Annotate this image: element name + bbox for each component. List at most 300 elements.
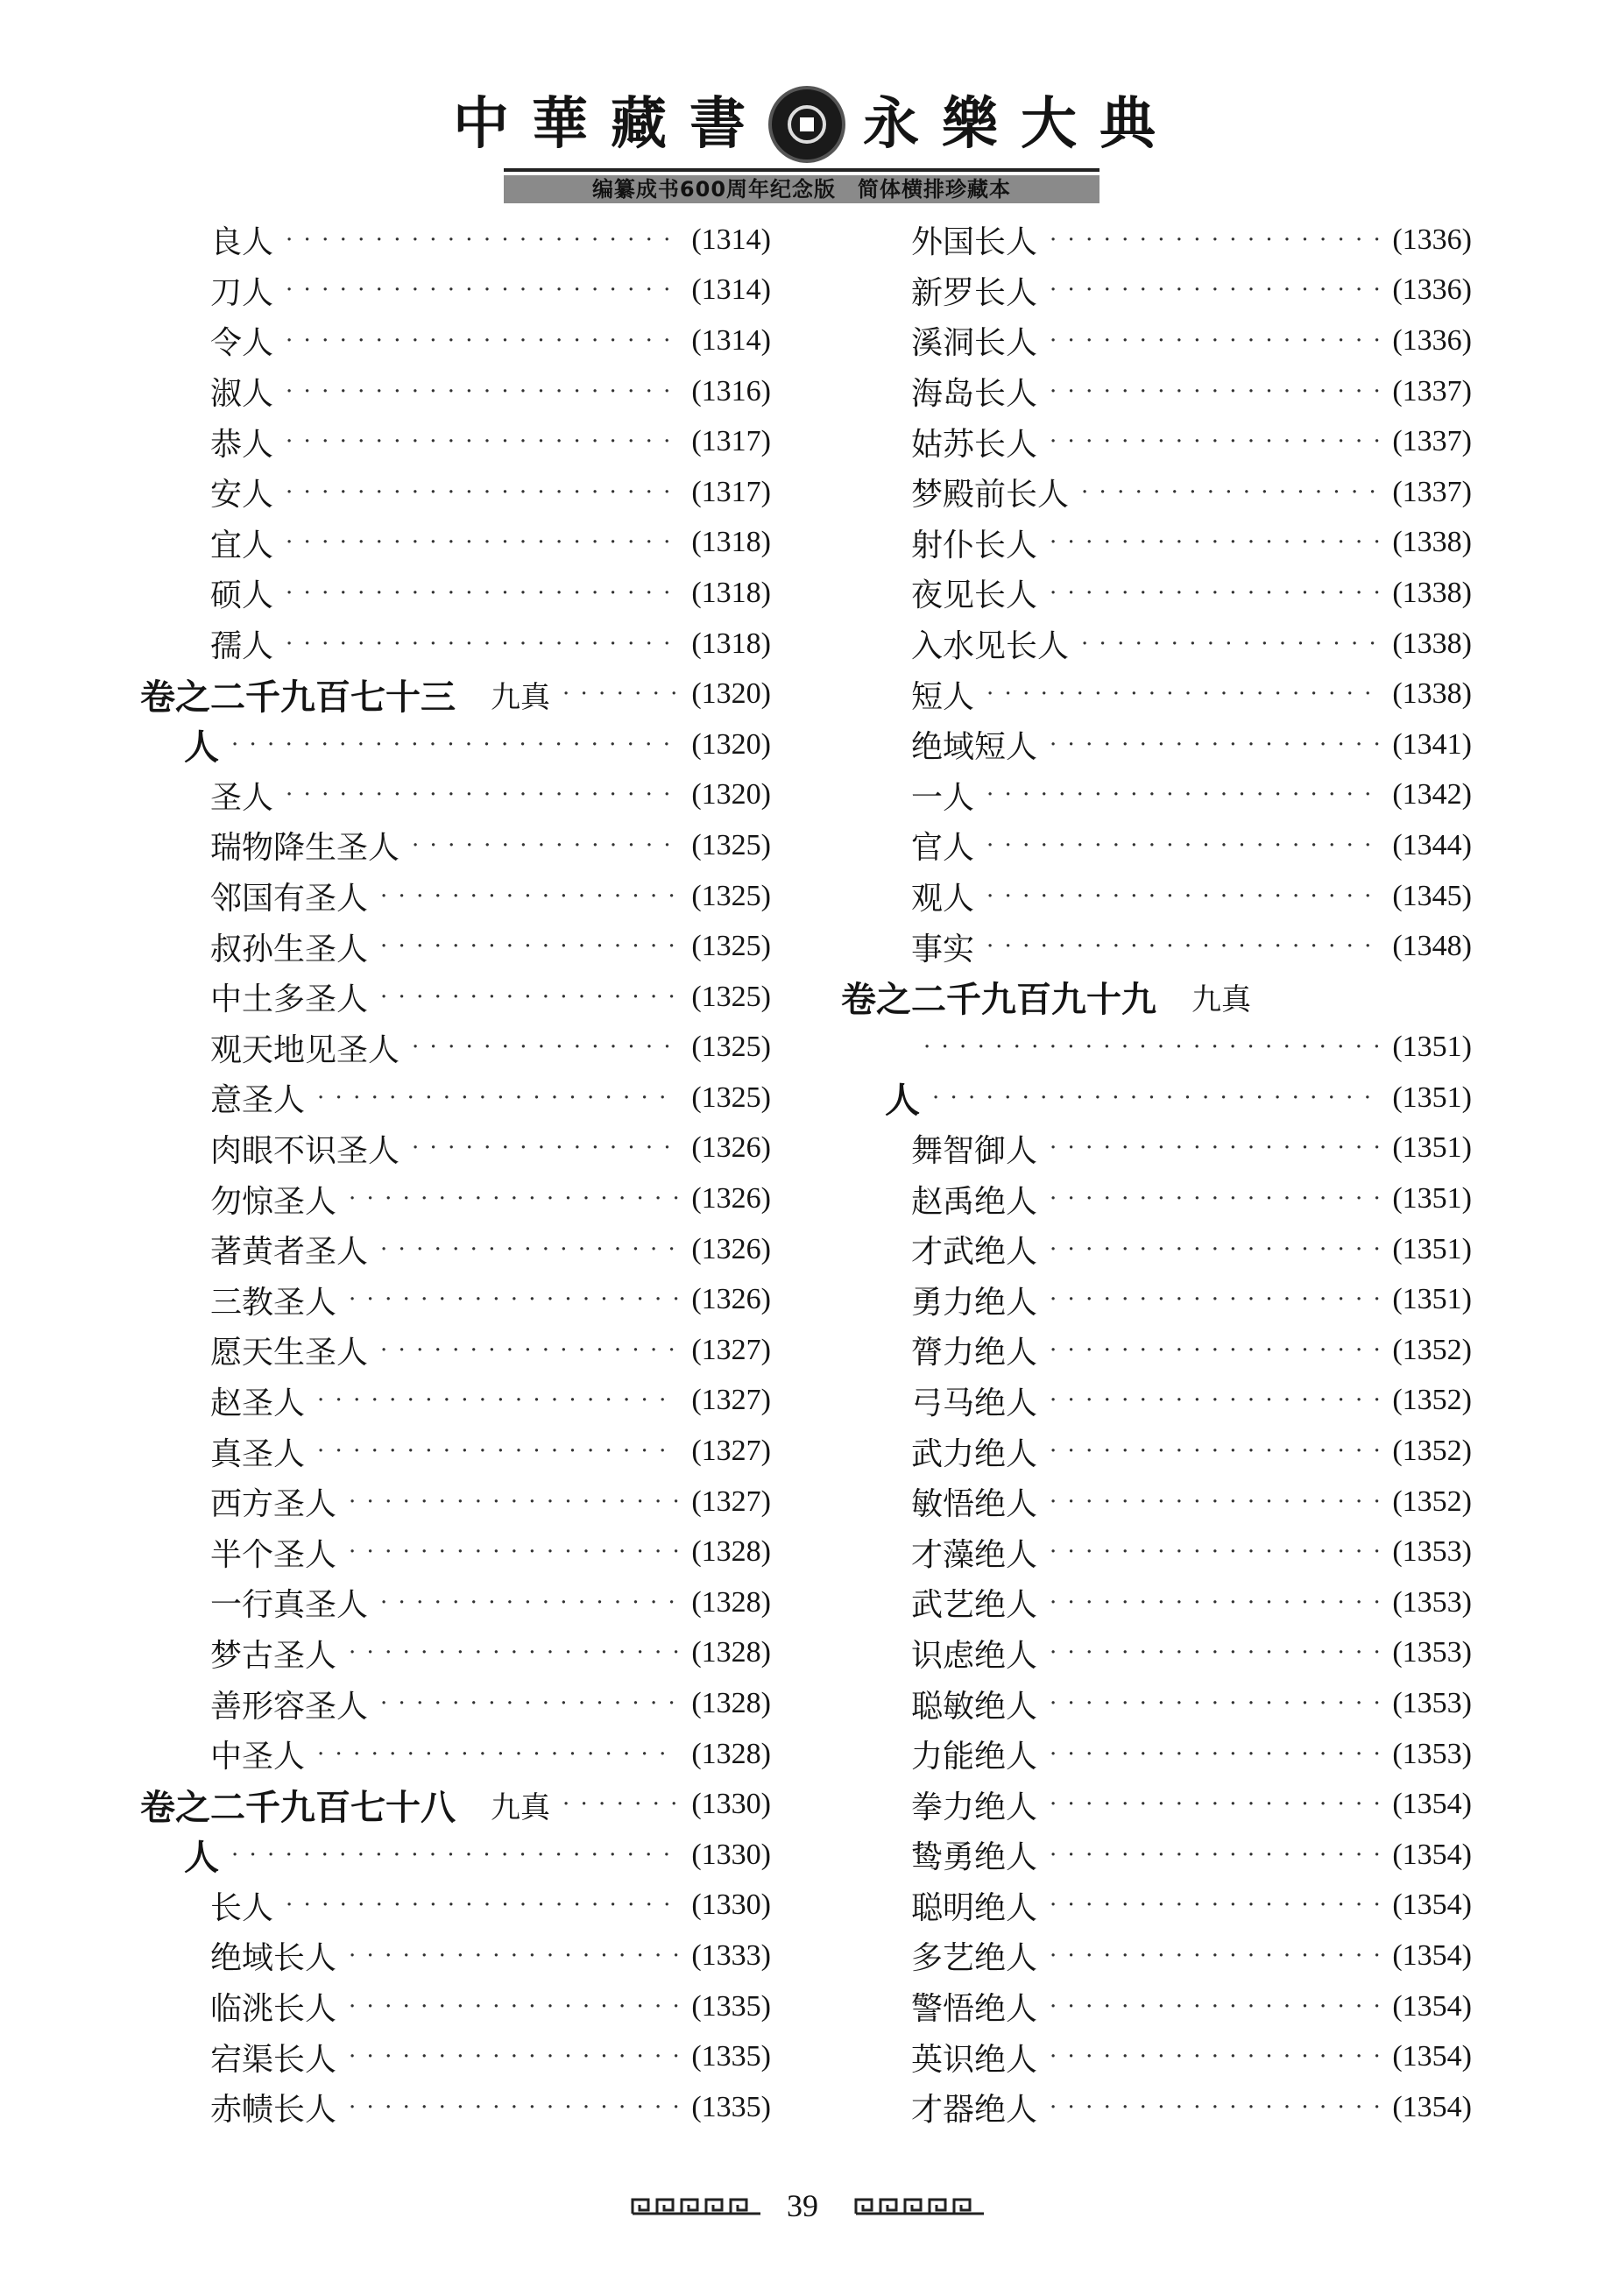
dot-leader [1050,379,1380,405]
toc-entry [140,366,771,417]
dot-leader [1050,1590,1380,1616]
dot-leader [1050,1892,1380,1918]
toc-entry-label: 溪洞长人 [911,325,1038,362]
toc-page-number: (1351) [1392,1182,1472,1215]
dot-leader [349,1286,679,1313]
toc-entry-label: 短人 [911,678,975,715]
toc-entry [841,1123,1472,1174]
toc-page-number: (1352) [1392,1384,1472,1417]
toc-entry-label: 多艺绝人 [911,1940,1038,1977]
toc-page-number: (1316) [691,374,771,407]
dot-leader [231,732,679,758]
toc-rhyme-label: 九真 [491,1789,550,1825]
toc-entry-label: 三教圣人 [210,1284,337,1321]
dot-leader [412,833,679,859]
toc-page-number: (1337) [1392,374,1472,407]
toc-entry-label: 识虑绝人 [911,1637,1038,1674]
dot-leader [380,883,679,910]
dot-leader [286,479,679,506]
toc-entry [841,1729,1472,1780]
toc-page-number: (1318) [691,526,771,559]
toc-entry-label: 才藻绝人 [911,1536,1038,1573]
toc-entry [841,266,1472,316]
dot-leader [349,1539,679,1565]
toc-page-number: (1325) [691,1081,771,1114]
toc-entry-label: 令人 [210,325,274,362]
dot-leader [349,1943,679,1969]
toc-entry-label: 入水见长人 [911,628,1070,665]
toc-entry [841,518,1472,569]
dot-leader [286,227,679,253]
toc-entry [841,1881,1472,1931]
toc-page-number: (1344) [1392,828,1472,861]
toc-section-heading [841,1073,1472,1123]
toc-entry [140,1577,771,1628]
dot-leader [286,379,679,405]
toc-page-number: (1330) [691,1838,771,1871]
toc-entry-label: 力能绝人 [911,1739,1038,1775]
toc-page-number: (1314) [691,273,771,307]
toc-page-number: (1353) [1392,1636,1472,1669]
toc-entry-label: 武力绝人 [911,1435,1038,1472]
toc-entry [841,1981,1472,2032]
toc-entry-label: 敏悟绝人 [911,1486,1038,1523]
toc-page-number: (1338) [1392,677,1472,711]
toc-entry [140,1224,771,1275]
toc-page-number: (1325) [691,980,771,1013]
toc-entry-label: 一行真圣人 [210,1587,369,1624]
toc-entry [841,820,1472,871]
toc-page-number: (1326) [691,1232,771,1265]
toc-entry [841,2031,1472,2082]
dot-leader [380,984,679,1010]
toc-page-number: (1342) [1392,778,1472,811]
toc-entry-label: 赵禹绝人 [911,1183,1038,1220]
dot-leader [349,1640,679,1666]
toc-entry [140,1628,771,1679]
toc-entry [841,315,1472,366]
dot-leader [986,681,1380,707]
toc-entry-label: 绝域短人 [911,729,1038,766]
toc-column-right [841,215,1472,2133]
toc-entry [841,1527,1472,1577]
toc-page-number: (1335) [691,1989,771,2023]
toc-entry-label: 卷之二千九百九十九 [841,979,1156,1021]
dot-leader [986,883,1380,910]
toc-entry-label: 弓马绝人 [911,1385,1038,1421]
header-title-left: 中華藏書 [453,91,768,157]
toc-entry-label: 一人 [911,779,975,816]
toc-page-number: (1320) [691,677,771,711]
toc-entry-label: 梦殿前长人 [911,477,1070,514]
dot-leader [986,782,1380,808]
toc-entry [140,619,771,670]
dot-leader [1050,328,1380,354]
dot-leader [1050,429,1380,455]
toc-entry [841,921,1472,972]
toc-entry-label: 半个圣人 [210,1536,337,1573]
toc-entry-label: 卷之二千九百七十八 [140,1786,456,1828]
dot-leader [1050,1741,1380,1768]
dot-leader [412,1135,679,1161]
toc-entry [140,2082,771,2133]
toc-entry [140,1426,771,1477]
toc-entry-label: 硕人 [210,578,274,614]
toc-page-number: (1354) [1392,1889,1472,1922]
toc-page-number: (1354) [1392,1938,1472,1972]
toc-entry-label: 善形容圣人 [210,1688,369,1725]
toc-page-number: (1327) [691,1435,771,1468]
dot-leader [286,429,679,455]
toc-entry [140,1729,771,1780]
toc-entry-label: 赵圣人 [210,1385,306,1421]
toc-page-number: (1353) [1392,1737,1472,1770]
toc-page-number: (1314) [691,223,771,256]
toc-continuation [841,1023,1472,1074]
dot-leader [380,1237,679,1263]
toc-page-number: (1351) [1392,1031,1472,1064]
toc-entry-label: 勇力绝人 [911,1284,1038,1321]
toc-page-number: (1328) [691,1535,771,1569]
toc-entry-label: 刀人 [210,274,274,311]
dot-leader [923,1034,1380,1060]
toc-entry [841,568,1472,619]
toc-entry-label: 良人 [210,224,274,261]
toc-entry-label: 聪明绝人 [911,1889,1038,1926]
dot-leader [1050,1186,1380,1212]
meander-ornament-right-icon [854,2196,986,2215]
toc-entry [140,1325,771,1376]
dot-leader [1081,479,1380,506]
toc-page-number: (1353) [1392,1585,1472,1619]
dot-leader [986,933,1380,960]
toc-page-number: (1328) [691,1636,771,1669]
toc-entry [841,1376,1472,1427]
toc-entry [140,1931,771,1981]
toc-entry-label: 赤帻长人 [210,2092,337,2129]
dot-leader [286,782,679,808]
toc-page-number: (1351) [1392,1131,1472,1165]
dot-leader [349,2094,679,2121]
toc-entry [841,1577,1472,1628]
toc-entry-label: 中土多圣人 [210,981,369,1018]
dot-leader [1050,1135,1380,1161]
dot-leader [317,1085,679,1111]
dot-leader [1050,732,1380,758]
toc-entry-label: 恭人 [210,426,274,463]
toc-page-number: (1326) [691,1131,771,1165]
toc-section-heading [140,719,771,770]
dot-leader [286,580,679,606]
dot-leader [1050,1286,1380,1313]
dot-leader [286,328,679,354]
toc-entry [140,1073,771,1123]
page-number: 39 [787,2188,818,2223]
dot-leader [1050,580,1380,606]
toc-page-number: (1325) [691,1031,771,1064]
toc-entry-label: 英识绝人 [911,2041,1038,2078]
toc-page-number: (1337) [1392,425,1472,458]
toc-entry-label: 淑人 [210,376,274,413]
dot-leader [1050,1237,1380,1263]
toc-entry [140,1527,771,1577]
toc-page-number: (1327) [691,1384,771,1417]
toc-page-number: (1337) [1392,475,1472,508]
toc-page-number: (1333) [691,1938,771,1972]
toc-section-heading [140,1830,771,1881]
toc-entry-label: 瑞物降生圣人 [210,830,400,867]
dot-leader [380,1590,679,1616]
toc-page-number: (1328) [691,1585,771,1619]
toc-entry [140,1173,771,1224]
toc-page-number: (1320) [691,727,771,761]
dot-leader [1050,1489,1380,1515]
toc-page-number: (1338) [1392,576,1472,609]
dot-leader [349,2044,679,2070]
toc-entry-label: 官人 [911,830,975,867]
toc-entry-label: 警悟绝人 [911,1991,1038,2028]
toc-entry [841,1426,1472,1477]
toc-entry-label: 外国长人 [911,224,1038,261]
toc-entry-label: 才器绝人 [911,2092,1038,2129]
toc-entry [140,1881,771,1931]
toc-rhyme-label: 九真 [491,679,550,715]
dot-leader [1081,631,1380,657]
dot-leader [1050,529,1380,556]
toc-page-number: (1327) [691,1333,771,1366]
toc-entry-label: 绝域长人 [210,1940,337,1977]
toc-entry [841,366,1472,417]
toc-entry-label: 新罗长人 [911,274,1038,311]
dot-leader [286,631,679,657]
toc-entry-label: 真圣人 [210,1435,306,1472]
toc-entry-label: 海岛长人 [911,376,1038,413]
toc-entry-label: 梦古圣人 [210,1637,337,1674]
toc-page-number: (1338) [1392,627,1472,660]
toc-entry [841,1173,1472,1224]
toc-entry-label: 孺人 [210,628,274,665]
toc-entry [841,1325,1472,1376]
dot-leader [1050,2044,1380,2070]
dot-leader [1050,1842,1380,1868]
toc-entry-label: 武艺绝人 [911,1587,1038,1624]
toc-page-number: (1338) [1392,526,1472,559]
toc-entry [140,1477,771,1527]
toc-page-number: (1326) [691,1182,771,1215]
toc-entry [140,1981,771,2032]
toc-page-number: (1314) [691,323,771,357]
toc-page-number: (1335) [691,2090,771,2123]
toc-entry-label: 著黄者圣人 [210,1234,369,1271]
toc-entry [841,1779,1472,1830]
toc-page-number: (1351) [1392,1283,1472,1316]
dot-leader [1050,1791,1380,1818]
toc-page-number: (1354) [1392,2040,1472,2073]
dot-leader [1050,1943,1380,1969]
toc-column-left [140,215,771,2133]
toc-entry [140,972,771,1023]
toc-entry [140,518,771,569]
toc-entry-label: 事实 [911,931,975,967]
toc-entry-label: 肉眼不识圣人 [210,1132,400,1169]
toc-entry-label: 人 [184,726,219,769]
toc-page-number: (1351) [1392,1232,1472,1265]
toc-entry-label: 聪敏绝人 [911,1688,1038,1725]
page-footer [0,2180,1605,2233]
dot-leader [1050,1994,1380,2020]
dot-leader [317,1387,679,1414]
header-title-right: 永樂大典 [863,91,1178,157]
toc-page-number: (1327) [691,1485,771,1518]
toc-entry [841,871,1472,922]
toc-page-number: (1328) [691,1737,771,1770]
toc-page-number: (1325) [691,879,771,912]
toc-page-number: (1330) [691,1788,771,1821]
toc-entry [140,2031,771,2082]
toc-entry [140,568,771,619]
toc-entry-label: 舞智御人 [911,1132,1038,1169]
toc-entry-label: 卷之二千九百七十三 [140,676,456,718]
toc-entry [841,1628,1472,1679]
dot-leader [317,1741,679,1768]
toc-entry-label: 勿惊圣人 [210,1183,337,1220]
toc-entry [140,1376,771,1427]
dot-leader [317,1438,679,1464]
toc-page-number: (1317) [691,425,771,458]
dot-leader [1050,1690,1380,1717]
toc-entry [140,1023,771,1074]
page-header [0,79,1605,202]
dot-leader [1050,1640,1380,1666]
toc-entry-label: 临洮长人 [210,1991,337,2028]
toc-entry-label: 意圣人 [210,1082,306,1119]
toc-entry-label: 观天地见圣人 [210,1031,400,1068]
toc-entry [140,820,771,871]
toc-entry [841,1931,1472,1981]
toc-entry-label: 射仆长人 [911,527,1038,563]
toc-page-number: (1328) [691,1687,771,1720]
dot-leader [231,1842,679,1868]
toc-page-number: (1320) [691,778,771,811]
toc-entry-label: 夜见长人 [911,578,1038,614]
dot-leader [286,529,679,556]
toc-page-number: (1352) [1392,1435,1472,1468]
toc-entry-label: 宕渠长人 [210,2041,337,2078]
dot-leader [1050,1438,1380,1464]
toc-entry [140,1123,771,1174]
toc-entry [841,1224,1472,1275]
dot-leader [380,1337,679,1364]
toc-entry [841,770,1472,821]
seal-emblem-icon [768,86,845,163]
toc-entry [841,669,1472,719]
toc-page-number: (1345) [1392,879,1472,912]
toc-entry [841,467,1472,518]
toc-entry [140,1274,771,1325]
toc-entry-label: 姑苏长人 [911,426,1038,463]
toc-entry-label: 长人 [210,1889,274,1926]
dot-leader [349,1186,679,1212]
toc-volume-heading [140,1779,771,1830]
toc-page-number: (1318) [691,627,771,660]
toc-page-number: (1325) [691,828,771,861]
toc-entry-label: 中圣人 [210,1739,306,1775]
toc-entry [140,215,771,266]
toc-entry-label: 愿天生圣人 [210,1335,369,1371]
toc-entry [140,467,771,518]
toc-page-number: (1352) [1392,1333,1472,1366]
toc-page-number: (1354) [1392,1989,1472,2023]
toc-entry-label: 叔孙生圣人 [210,931,369,967]
toc-page-number: (1353) [1392,1687,1472,1720]
dot-leader [286,277,679,303]
dot-leader [1050,1387,1380,1414]
dot-leader [349,1489,679,1515]
toc-page-number: (1330) [691,1889,771,1922]
dot-leader [1050,227,1380,253]
toc-entry-label: 人 [885,1080,920,1122]
toc-entry [841,1678,1472,1729]
dot-leader [1050,1337,1380,1364]
dot-leader [1050,2094,1380,2121]
toc-page-number: (1341) [1392,727,1472,761]
toc-entry [140,266,771,316]
toc-volume-heading [841,972,1472,1023]
dot-leader [412,1034,679,1060]
toc-entry [140,315,771,366]
toc-page-number: (1318) [691,576,771,609]
dot-leader [986,833,1380,859]
toc-entry [841,416,1472,467]
toc-entry-label: 才武绝人 [911,1234,1038,1271]
toc-entry-label: 西方圣人 [210,1486,337,1523]
toc-page-number: (1348) [1392,930,1472,963]
toc-entry [841,1477,1472,1527]
dot-leader [1050,1539,1380,1565]
toc-entry [140,1678,771,1729]
toc-entry-label: 圣人 [210,779,274,816]
toc-page-number: (1336) [1392,223,1472,256]
toc-entry [841,1274,1472,1325]
dot-leader [562,1791,679,1818]
toc-entry [140,770,771,821]
toc-entry [140,921,771,972]
toc-entry [140,416,771,467]
dot-leader [286,1892,679,1918]
toc-page-number: (1335) [691,2040,771,2073]
toc-entry [841,1830,1472,1881]
dot-leader [1050,277,1380,303]
toc-entry-label: 鸷勇绝人 [911,1839,1038,1876]
header-rule [504,168,1099,172]
toc-entry-label: 宜人 [210,527,274,563]
toc-entry [841,215,1472,266]
toc-entry-label: 邻国有圣人 [210,881,369,918]
dot-leader [562,681,679,707]
toc-page-number: (1351) [1392,1081,1472,1114]
toc-entry [140,871,771,922]
dot-leader [380,1690,679,1717]
toc-entry [841,719,1472,770]
toc-page-number: (1353) [1392,1535,1472,1569]
toc-page-number: (1336) [1392,323,1472,357]
toc-entry [841,2082,1472,2133]
toc-page-number: (1354) [1392,1838,1472,1871]
toc-page-number: (1354) [1392,2090,1472,2123]
toc-page-number: (1325) [691,930,771,963]
toc-entry-label: 安人 [210,477,274,514]
toc-entry-label: 观人 [911,881,975,918]
